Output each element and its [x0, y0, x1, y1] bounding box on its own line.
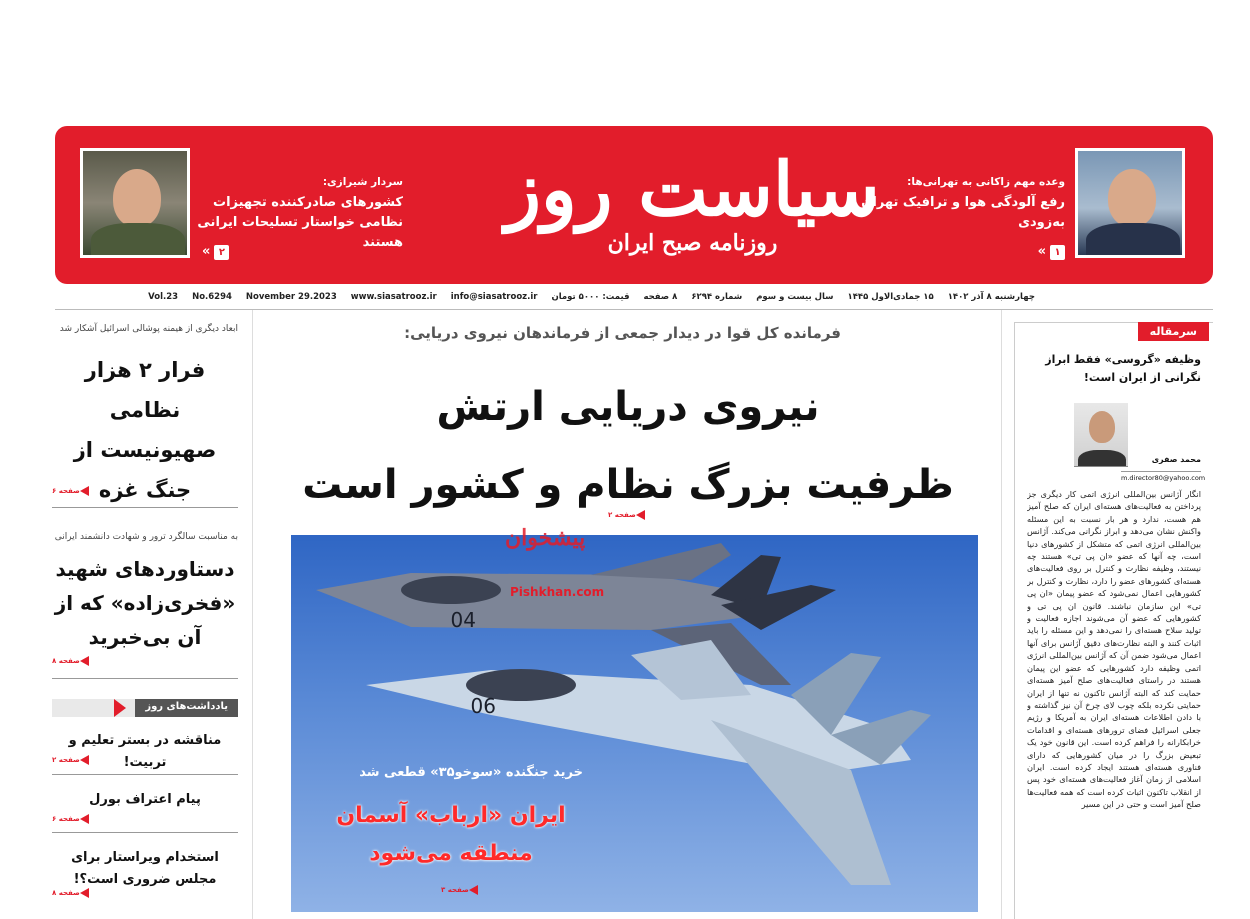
author-email[interactable]: m.director80@yahoo.com [1121, 471, 1201, 482]
date-persian: چهارشنبه ۸ آذر ۱۴۰۲ [947, 292, 1035, 302]
main-headline[interactable] [293, 368, 963, 524]
note-item[interactable] [52, 789, 238, 811]
page-ref[interactable] [52, 755, 92, 765]
main-story [252, 310, 1002, 919]
page-count: ۸ صفحه [643, 292, 678, 302]
triangle-icon [80, 486, 89, 496]
triangle-icon [114, 699, 126, 717]
note-item[interactable] [52, 847, 238, 891]
page-ref-label: صفحه ۶ [52, 815, 80, 823]
triangle-icon [80, 656, 89, 666]
page-ref[interactable] [52, 656, 92, 666]
divider [52, 832, 238, 833]
story-fakhrizadeh[interactable] [52, 530, 238, 654]
page-ref-label: صفحه ۶ [52, 487, 80, 495]
double-chevron-icon: » [202, 244, 211, 259]
story-kicker: وعده مهم زاکانی به تهرانی‌ها: [907, 176, 1065, 188]
shirazi-photo [80, 148, 190, 258]
note-title: پیام اعتراف بورل [89, 792, 201, 807]
divider [52, 678, 238, 679]
page-number: ۱ [1050, 245, 1065, 260]
main-kicker: فرمانده کل قوا در دیدار جمعی از فرماندهان نیروی دریایی: [404, 324, 841, 342]
volume: Vol.23 [148, 292, 179, 302]
triangle-icon [636, 510, 645, 520]
face-shape [113, 169, 161, 227]
story-kicker: به مناسبت سالگرد ترور و شهادت دانشمند ایرانی [54, 532, 238, 542]
story-kicker: ابعاد دیگری از هیمنه پوشالی اسرائیل آشکار شد [59, 324, 238, 334]
triangle-icon [80, 755, 89, 765]
zakani-photo [1075, 148, 1185, 258]
website-link[interactable]: www.siasatrooz.ir [350, 292, 437, 302]
story-title: کشورهای صادرکننده تجهیزات نظامی خواستار تسلیحات ایرانی هستند [197, 195, 403, 250]
note-title: استخدام ویراستار برای مجلس ضروری است؟! [71, 850, 219, 887]
editorial-tag: سرمقاله [1138, 322, 1209, 341]
editorial-column [1014, 322, 1213, 919]
main-page-ref[interactable] [608, 510, 648, 520]
logo-sub-text: روزنامه صبح ایران [607, 230, 778, 256]
page-ref[interactable] [52, 888, 92, 898]
editorial-body: انگار آژانس بین‌المللی انرژی اتمی کار دیگری جز پرداختن به فعالیت‌های هسته‌ای ایران که صلح آمیز هم هست، ندارد و هر بار نسبت به این مسئله واکنش نشان می‌دهد و ابراز نگرانی می‌کند. آژانس بین‌المللی انرژی اتمی که متشکل از کشورهای دنیا است، چه آنها که عضو «ان پی تی» هستند چه نیستند، وظیفه نظارت و کنترل بر روی فعالیت‌های هسته‌ای کشورهای عضو را دارد، نظارت و کنترل بر کشورهایی اعمال نمی‌شود که عضو پیمان «ان پی تی» این سازمان نباشند. قانون ان پی تی و کشورهایی که عضو آن می‌شوند اجازه فعالیت و تولید سلاح هسته‌ای را نمی‌دهد و این مسئله را باید اثبات کنند و البته نظارت‌های دقیق آژانس برای آنها اعمال می‌شود ضمن آن که آژانس بین‌المللی انرژی اتمی وظیفه دارد کشورهایی که عضو این پیمان هستند در راستای فعالیت‌های صلح آمیز هسته‌ای حمایت کند که البته آژانس تاکنون نه تنها از ایران حمایتی نکرده بلکه چوب لای چرخ آن نیز گذاشته و با دادن اطلاعات هسته‌ای ایران به آمریکا و رژیم جعلی اسرائیل فضای ترورهای هسته‌ای و اقدامات خرابکارانه را فراهم کرده است. این قانون خود یک تبعیض بزرگ را در میان کشورهایی که دارای فناوری هسته‌ای هستند ایجاد کرده است. ایران اسلامی از زمان آغاز فعالیت‌های هسته‌ای خود پس از انقلاب تاکنون اثبات کرده است که همه فعالیت‌ها صلح آمیز است و حتی در این مسیر [1027, 489, 1201, 810]
newspaper-logo [495, 142, 890, 272]
date-hijri: ۱۵ جمادی‌الاول ۱۴۴۵ [847, 292, 934, 302]
face-shape [1089, 411, 1115, 443]
story-title: دستاوردهای شهید «فخری‌زاده» که از آن بی‌خبرید [54, 557, 236, 649]
left-story-page-ref[interactable] [202, 244, 229, 260]
watermark-logo: پیشخوان [505, 525, 586, 551]
jet-bottom-code: 06 [470, 694, 496, 718]
masthead [55, 126, 1213, 284]
divider [52, 507, 238, 508]
date-english: November 29.2023 [245, 292, 337, 302]
note-item[interactable] [52, 730, 238, 774]
photo-kicker: خرید جنگنده «سوخو۳۵» قطعی شد [359, 765, 583, 780]
page-ref-label: صفحه ۸ [52, 889, 80, 897]
headline-line-2: ظرفیت بزرگ نظام و کشور است [302, 462, 954, 508]
triangle-icon [469, 885, 478, 895]
author-photo [1074, 403, 1128, 467]
masthead-left-story[interactable] [193, 176, 403, 253]
email-link[interactable]: info@siasatrooz.ir [450, 292, 538, 302]
page-number: ۲ [214, 245, 229, 260]
issue-number-fa: شماره ۶۲۹۴ [691, 292, 743, 302]
watermark-url: Pishkhan.com [510, 585, 605, 599]
date-bar [148, 290, 1042, 304]
page-ref-label: صفحه ۳ [441, 886, 469, 894]
logo-main-text: سیاست روز [505, 147, 880, 233]
issue-number-en: No.6294 [192, 292, 232, 302]
face-shape [1108, 169, 1156, 227]
headline-line-1: نیروی دریایی ارتش [436, 384, 820, 430]
divider [52, 774, 238, 775]
right-story-page-ref[interactable] [1038, 244, 1065, 260]
page-ref[interactable] [52, 486, 92, 496]
fighter-jets-photo [291, 535, 978, 912]
jet-top-code: 04 [450, 608, 476, 632]
shoulders-shape [1078, 450, 1126, 467]
year-text: سال بیست و سوم [756, 292, 834, 302]
note-title: مناقشه در بستر تعلیم و تربیت! [68, 733, 222, 770]
shoulders-shape [91, 223, 185, 258]
author-name: محمد صفری [1151, 455, 1201, 464]
page-ref-label: صفحه ۲ [608, 511, 636, 519]
triangle-icon [80, 814, 89, 824]
page-ref-label: صفحه ۸ [52, 657, 80, 665]
page-ref-label: صفحه ۲ [52, 756, 80, 764]
story-kicker: سردار شیرازی: [322, 176, 403, 188]
editorial-title[interactable]: وظیفه «گروسی» فقط ابراز نگرانی از ایران است! [1045, 353, 1201, 384]
double-chevron-icon: » [1037, 244, 1046, 259]
story-title: فرار ۲ هزار نظامی صهیونیست از جنگ غزه [73, 358, 217, 502]
daily-notes-tag [52, 699, 238, 717]
photo-page-ref[interactable] [441, 885, 481, 895]
page-ref[interactable] [52, 814, 92, 824]
story-gaza[interactable] [52, 322, 238, 510]
photo-title[interactable]: ایران «ارباب» آسمان منطقه می‌شود [336, 803, 566, 866]
story-title: رفع آلودگی هوا و ترافیک تهران به‌زودی [861, 195, 1065, 230]
daily-notes-label: یادداشت‌های روز [135, 699, 238, 717]
price: قیمت: ۵۰۰۰ تومان [551, 292, 630, 302]
shoulders-shape [1086, 223, 1180, 258]
triangle-icon [80, 888, 89, 898]
jet-top-shape [316, 543, 836, 685]
